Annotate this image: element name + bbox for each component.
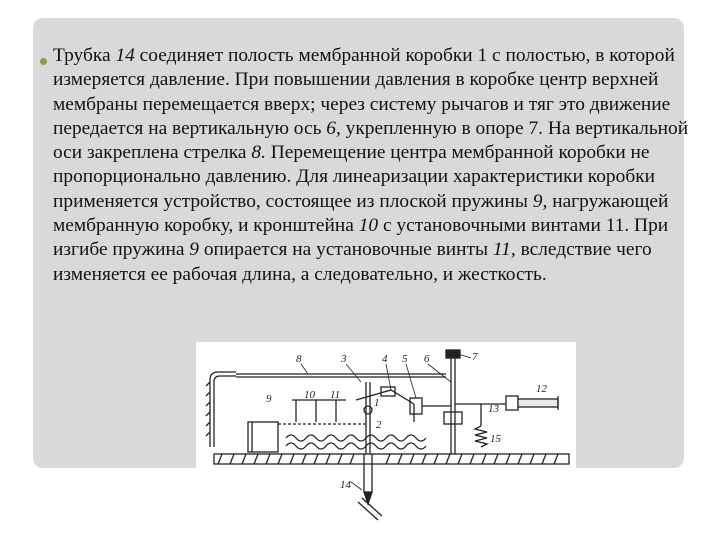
label-11: 11 [330,389,341,401]
text-part: опирается на установочные винты [199,239,493,261]
text-part: укрепленную в опоре 7. На вертикальной оси закреплена стрелка [53,117,689,164]
label-13: 13 [488,403,499,415]
label-8: 8 [296,353,302,365]
text-part: вследствие чего изменяется ее рабочая длина, а следовательно, и жесткость. [53,239,652,285]
label-6: 6 [424,353,430,365]
text-part: Трубка [53,45,116,66]
label-4: 4 [382,353,388,365]
ref-number: 6, [326,117,341,139]
description-paragraph [53,44,693,287]
label-15: 15 [490,433,501,445]
ref-number: 14 [115,45,135,66]
label-5: 5 [402,353,408,365]
text-part: Перемещение центра мембранной коробки не пропорционально давлению. Для линеаризации характеристики коробки применяется устройство, состоящее из плоской пружины [53,142,655,212]
label-7: 7 [472,351,478,363]
text-part: соединяет полость мембранной коробки 1 с полостью, в которой измеряется давление. При повышении давления в коробке центр верхней мембраны перемещается вверх; через систему рычагов и тяг это движение передается на вертикальную ось [53,45,675,139]
label-10: 10 [304,389,315,401]
label-3: 3 [341,353,347,365]
label-1: 1 [374,397,380,409]
ref-number: 8. [251,142,266,164]
ref-number: 10 [358,215,379,237]
ref-number: 9 [189,239,199,261]
ref-number: 11, [492,239,516,261]
label-9: 9 [266,393,272,405]
text-part: нагружающей мембранную коробку, и кронштейна [53,190,669,237]
label-2: 2 [376,419,382,431]
ref-number: 9, [532,190,548,212]
manometer-diagram [196,342,576,532]
label-14: 14 [340,479,351,491]
text-part: с установочными винтами 11. При изгибе пружина [53,215,669,261]
label-12: 12 [536,383,547,395]
bullet-icon [40,58,47,65]
